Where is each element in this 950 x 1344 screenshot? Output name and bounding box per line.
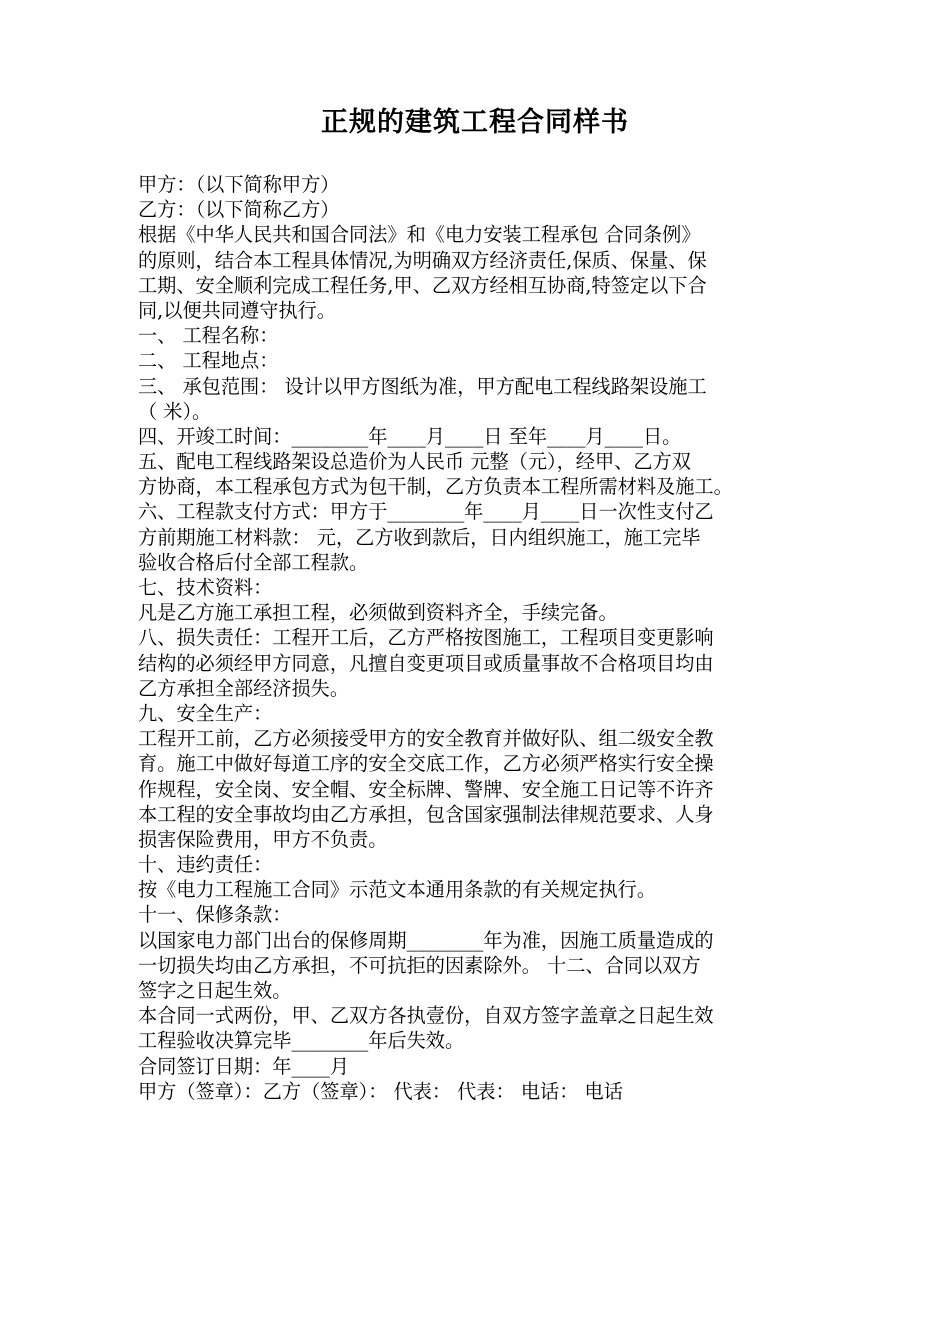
body-line: 十、违约责任：: [138, 853, 273, 877]
body-line: 一、 工程名称：: [138, 324, 279, 348]
body-line: 二、 工程地点：: [138, 349, 279, 373]
body-line: 以国家电力部门出台的保修周期________年为准，因施工质量造成的: [138, 928, 714, 952]
body-line: 十一、保修条款：: [138, 903, 292, 927]
body-line: 五、配电工程线路架设总造价为人民币 元整（元），经甲、乙方双: [138, 450, 691, 474]
body-line: 八、损失责任：工程开工后，乙方严格按图施工，工程项目变更影响: [138, 626, 714, 650]
body-line: 甲方（签章）：乙方（签章）： 代表： 代表： 电话： 电话: [138, 1079, 623, 1103]
body-line: 根据《中华人民共和国合同法》和《电力安装工程承包 合同条例》: [138, 223, 701, 247]
body-line: （ 米）。: [138, 399, 212, 423]
body-line: 损害保险费用，甲方不负责。: [138, 827, 388, 851]
document-title: 正规的建筑工程合同样书: [321, 107, 629, 138]
document-body: [138, 172, 818, 1104]
body-line: 六、工程款支付方式：甲方于________年____月____日一次性支付乙: [138, 500, 714, 524]
body-line: 工期、安全顺利完成工程任务,甲、乙双方经相互协商,特签定以下合: [138, 273, 707, 297]
body-line: 方协商，本工程承包方式为包干制，乙方负责本工程所需材料及施工。: [138, 475, 733, 499]
body-line: 一切损失均由乙方承担，不可抗拒的因素除外。 十二、合同以双方: [138, 953, 701, 977]
body-line: 方前期施工材料款： 元，乙方收到款后，日内组织施工，施工完毕: [138, 525, 701, 549]
body-line: 乙方承担全部经济损失。: [138, 676, 350, 700]
body-line: 同,以便共同遵守执行。: [138, 298, 336, 322]
body-line: 乙方：（以下简称乙方）: [138, 198, 340, 222]
body-line: 四、开竣工时间：________年____月____日 至年____月____日。: [138, 424, 682, 448]
body-line: 验收合格后付全部工程款。: [138, 550, 369, 574]
body-line: 签字之日起生效。: [138, 979, 292, 1002]
body-line: 作规程，安全岗、安全帽、安全标牌、警牌、安全施工日记等不许齐: [138, 777, 714, 801]
body-line: 本工程的安全事故均由乙方承担，包含国家强制法律规范要求、人身: [138, 802, 714, 826]
body-line: 凡是乙方施工承担工程，必须做到资料齐全，手续完备。: [138, 601, 618, 625]
body-line: 育。施工中做好每道工序的安全交底工作，乙方必须严格实行安全操: [138, 752, 714, 776]
body-line: 的原则，结合本工程具体情况,为明确双方经济责任,保质、保量、保: [138, 248, 707, 272]
body-line: 三、 承包范围： 设计以甲方图纸为准，甲方配电工程线路架设施工: [138, 374, 707, 398]
body-line: 合同签订日期：年____月: [138, 1054, 350, 1078]
body-line: 甲方：（以下简称甲方）: [138, 173, 340, 196]
body-line: 九、安全生产：: [138, 701, 273, 725]
body-line: 本合同一式两份，甲、乙双方各执壹份，自双方签字盖章之日起生效: [138, 1004, 714, 1028]
body-line: 工程验收决算完毕________年后失效。: [138, 1029, 465, 1053]
body-line: 结构的必须经甲方同意，凡擅自变更项目或质量事故不合格项目均由: [138, 651, 714, 675]
body-line: 七、技术资料：: [138, 576, 273, 599]
body-line: 按《电力工程施工合同》示范文本通用条款的有关规定执行。: [138, 878, 657, 902]
body-line: 工程开工前，乙方必须接受甲方的安全教育并做好队、组二级安全教: [138, 727, 714, 751]
